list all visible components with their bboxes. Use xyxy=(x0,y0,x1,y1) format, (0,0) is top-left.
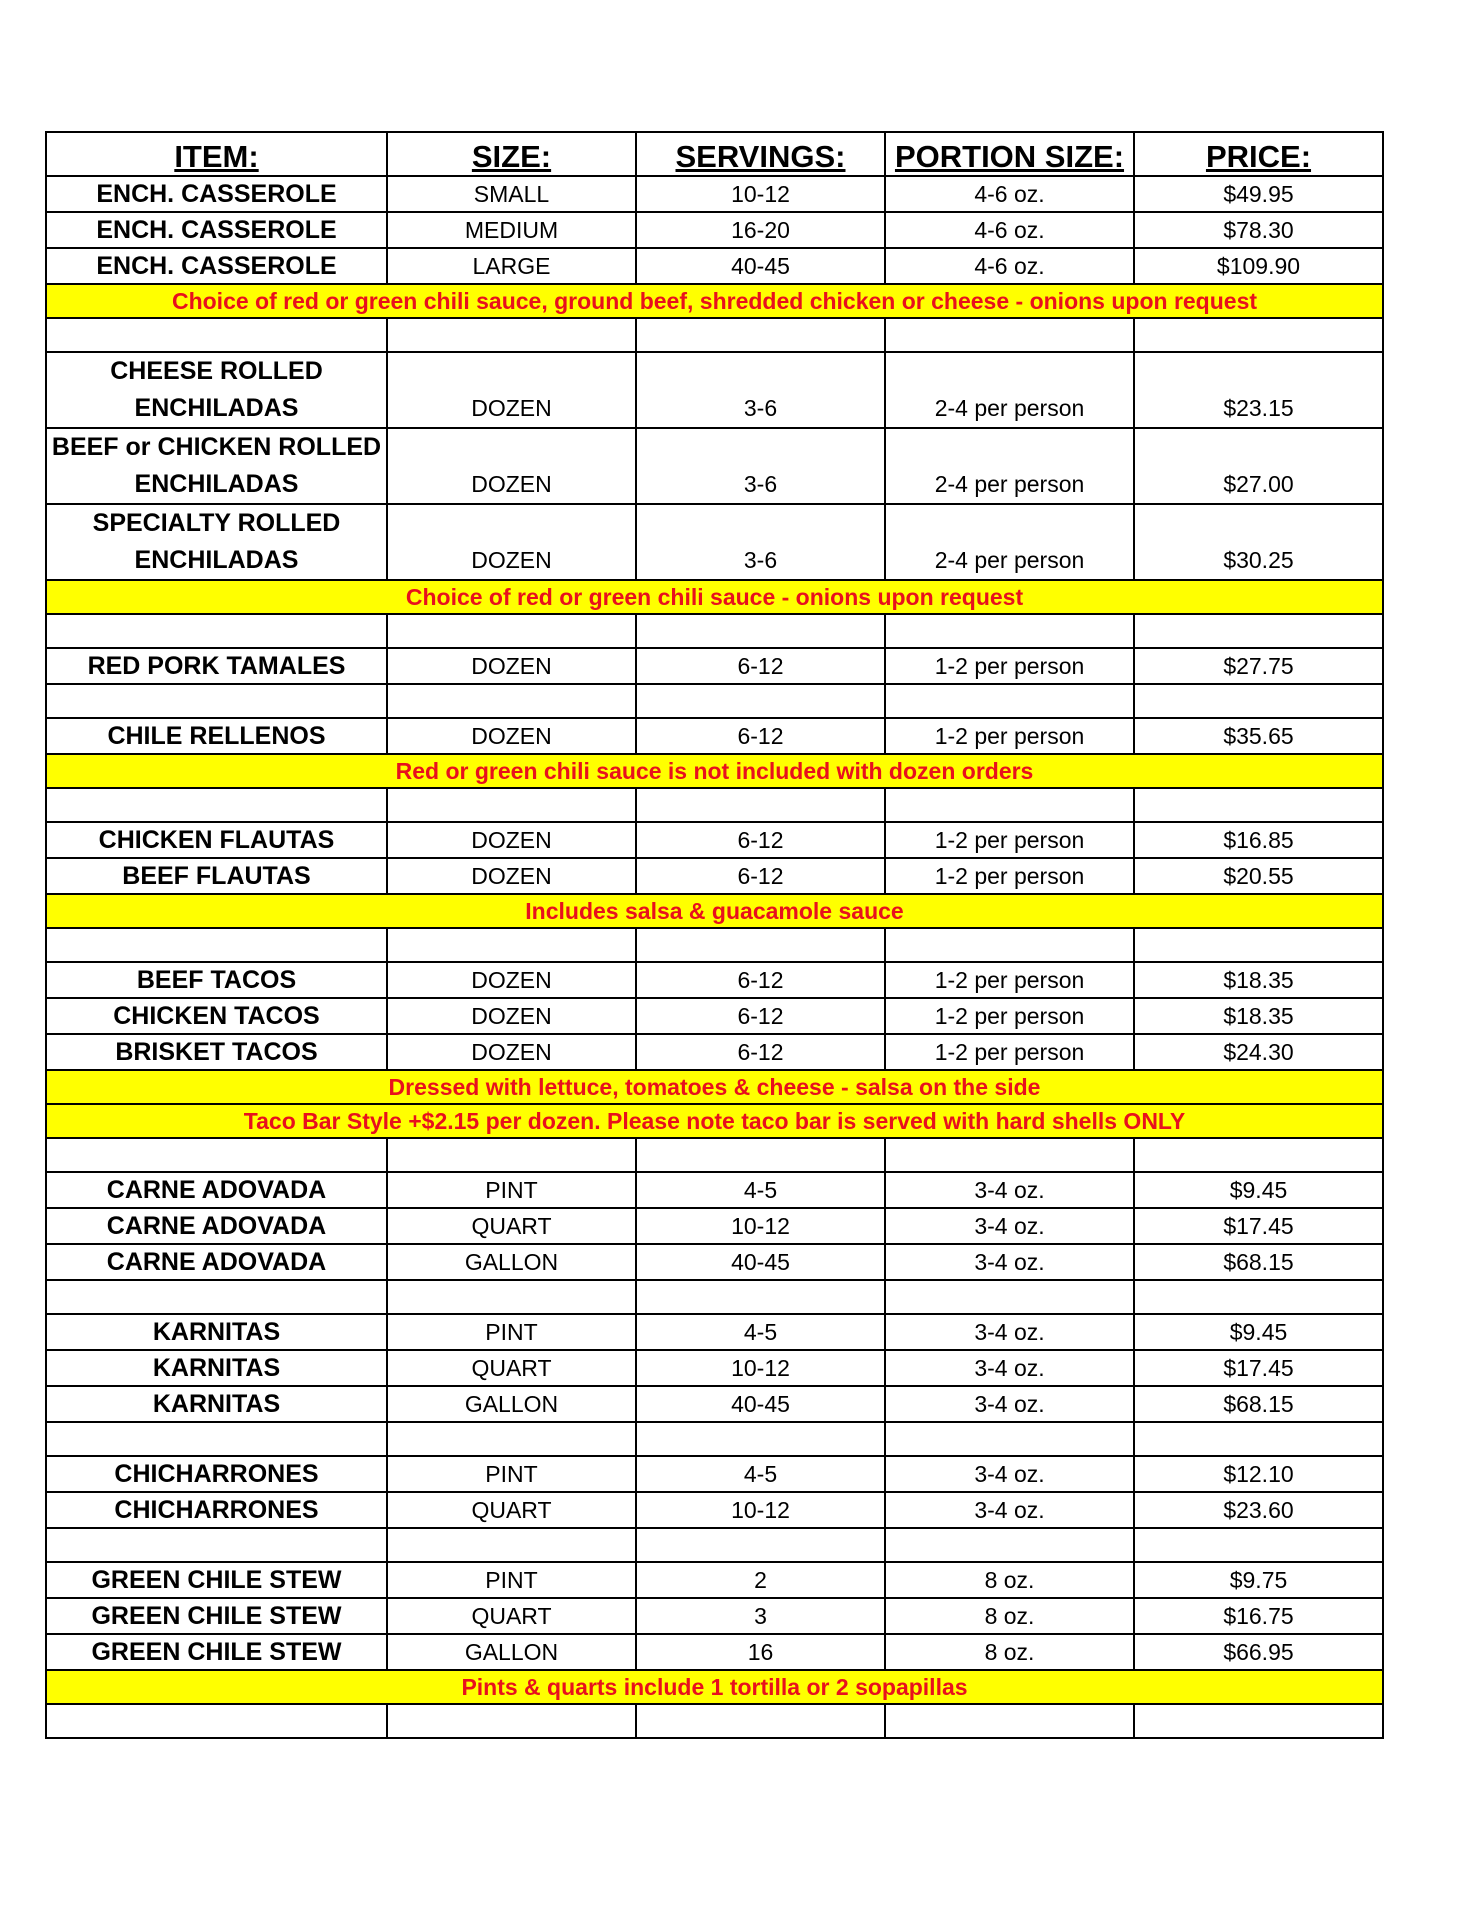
portion-cell: 4-6 oz. xyxy=(885,212,1134,248)
price-cell: $68.15 xyxy=(1134,1386,1383,1422)
note-row xyxy=(46,754,1383,788)
table-row xyxy=(46,1634,1383,1670)
item-name: ENCH. CASSEROLE xyxy=(46,248,387,284)
servings-cell: 3-6 xyxy=(636,504,885,580)
empty-cell xyxy=(885,1704,1134,1738)
item-name: ENCH. CASSEROLE xyxy=(46,176,387,212)
price-cell: $20.55 xyxy=(1134,858,1383,894)
size-cell: PINT xyxy=(387,1314,636,1350)
spacer-row xyxy=(46,788,1383,822)
portion-cell: 8 oz. xyxy=(885,1634,1134,1670)
size-cell: LARGE xyxy=(387,248,636,284)
table-row xyxy=(46,1208,1383,1244)
servings-cell: 6-12 xyxy=(636,1034,885,1070)
empty-cell xyxy=(46,318,387,352)
price-cell: $23.60 xyxy=(1134,1492,1383,1528)
portion-cell: 3-4 oz. xyxy=(885,1208,1134,1244)
empty-cell xyxy=(46,614,387,648)
empty-cell xyxy=(46,684,387,718)
size-cell: PINT xyxy=(387,1172,636,1208)
table-row xyxy=(46,352,1383,428)
item-name: CHICHARRONES xyxy=(46,1492,387,1528)
servings-cell: 10-12 xyxy=(636,176,885,212)
empty-cell xyxy=(387,788,636,822)
portion-cell: 1-2 per person xyxy=(885,718,1134,754)
item-name: GREEN CHILE STEW xyxy=(46,1562,387,1598)
size-cell: QUART xyxy=(387,1492,636,1528)
note-text: Includes salsa & guacamole sauce xyxy=(46,894,1383,928)
servings-cell: 6-12 xyxy=(636,998,885,1034)
size-cell: SMALL xyxy=(387,176,636,212)
note-text: Dressed with lettuce, tomatoes & cheese - salsa on the side xyxy=(46,1070,1383,1104)
price-cell: $17.45 xyxy=(1134,1208,1383,1244)
portion-cell: 1-2 per person xyxy=(885,998,1134,1034)
price-cell: $16.75 xyxy=(1134,1598,1383,1634)
size-cell: QUART xyxy=(387,1598,636,1634)
item-name-line2: ENCHILADAS xyxy=(134,394,299,422)
spacer-row xyxy=(46,1422,1383,1456)
servings-cell: 2 xyxy=(636,1562,885,1598)
note-text: Choice of red or green chili sauce - onions upon request xyxy=(46,580,1383,614)
item-name-line1: SPECIALTY ROLLED xyxy=(92,509,341,537)
price-cell: $18.35 xyxy=(1134,998,1383,1034)
empty-cell xyxy=(885,614,1134,648)
empty-cell xyxy=(1134,614,1383,648)
item-name: CARNE ADOVADA xyxy=(46,1172,387,1208)
item-name: CARNE ADOVADA xyxy=(46,1244,387,1280)
spacer-row xyxy=(46,614,1383,648)
empty-cell xyxy=(387,1138,636,1172)
portion-cell: 2-4 per person xyxy=(885,504,1134,580)
empty-cell xyxy=(387,928,636,962)
spacer-row xyxy=(46,928,1383,962)
size-cell: DOZEN xyxy=(387,352,636,428)
item-name: KARNITAS xyxy=(46,1314,387,1350)
empty-cell xyxy=(387,1280,636,1314)
price-cell: $78.30 xyxy=(1134,212,1383,248)
empty-cell xyxy=(1134,928,1383,962)
header-row xyxy=(46,132,1383,176)
table-row xyxy=(46,1314,1383,1350)
item-name: CHICKEN FLAUTAS xyxy=(46,822,387,858)
empty-cell xyxy=(885,788,1134,822)
empty-cell xyxy=(46,788,387,822)
price-cell: $9.45 xyxy=(1134,1172,1383,1208)
table-row xyxy=(46,1386,1383,1422)
price-cell: $16.85 xyxy=(1134,822,1383,858)
portion-cell: 1-2 per person xyxy=(885,648,1134,684)
portion-cell: 3-4 oz. xyxy=(885,1314,1134,1350)
empty-cell xyxy=(46,1422,387,1456)
size-cell: DOZEN xyxy=(387,962,636,998)
table-row xyxy=(46,248,1383,284)
item-name: GREEN CHILE STEW xyxy=(46,1598,387,1634)
table-row xyxy=(46,1350,1383,1386)
empty-cell xyxy=(387,318,636,352)
price-cell: $24.30 xyxy=(1134,1034,1383,1070)
empty-cell xyxy=(387,684,636,718)
empty-cell xyxy=(885,1138,1134,1172)
spacer-row xyxy=(46,1138,1383,1172)
price-cell: $9.45 xyxy=(1134,1314,1383,1350)
table-row xyxy=(46,212,1383,248)
empty-cell xyxy=(46,1280,387,1314)
item-name-line1: CHEESE ROLLED xyxy=(110,357,323,385)
item-name: CHILE RELLENOS xyxy=(46,718,387,754)
servings-cell: 4-5 xyxy=(636,1172,885,1208)
empty-cell xyxy=(387,1422,636,1456)
servings-cell: 3-6 xyxy=(636,428,885,504)
price-cell: $109.90 xyxy=(1134,248,1383,284)
price-cell: $35.65 xyxy=(1134,718,1383,754)
servings-cell: 10-12 xyxy=(636,1350,885,1386)
menu-body xyxy=(46,176,1383,1738)
header-item: ITEM: xyxy=(46,132,387,176)
size-cell: DOZEN xyxy=(387,998,636,1034)
table-row xyxy=(46,962,1383,998)
item-name: CHICHARRONES xyxy=(46,1456,387,1492)
empty-cell xyxy=(46,1138,387,1172)
servings-cell: 10-12 xyxy=(636,1208,885,1244)
price-cell: $9.75 xyxy=(1134,1562,1383,1598)
empty-cell xyxy=(636,1138,885,1172)
item-name-line2: ENCHILADAS xyxy=(134,546,299,574)
item-name: CARNE ADOVADA xyxy=(46,1208,387,1244)
servings-cell: 40-45 xyxy=(636,1386,885,1422)
portion-cell: 4-6 oz. xyxy=(885,248,1134,284)
portion-cell: 2-4 per person xyxy=(885,428,1134,504)
size-cell: DOZEN xyxy=(387,858,636,894)
empty-cell xyxy=(636,788,885,822)
empty-cell xyxy=(1134,788,1383,822)
servings-cell: 6-12 xyxy=(636,962,885,998)
size-cell: DOZEN xyxy=(387,718,636,754)
spacer-row xyxy=(46,1280,1383,1314)
empty-cell xyxy=(387,1704,636,1738)
empty-cell xyxy=(1134,1422,1383,1456)
note-row xyxy=(46,284,1383,318)
table-row xyxy=(46,428,1383,504)
header-portion-size: PORTION SIZE: xyxy=(885,132,1134,176)
size-cell: DOZEN xyxy=(387,504,636,580)
empty-cell xyxy=(1134,1528,1383,1562)
portion-cell: 3-4 oz. xyxy=(885,1172,1134,1208)
size-cell: DOZEN xyxy=(387,822,636,858)
size-cell: PINT xyxy=(387,1456,636,1492)
spacer-row xyxy=(46,1528,1383,1562)
empty-cell xyxy=(636,684,885,718)
empty-cell xyxy=(1134,1138,1383,1172)
portion-cell: 3-4 oz. xyxy=(885,1386,1134,1422)
size-cell: QUART xyxy=(387,1208,636,1244)
item-name: RED PORK TAMALES xyxy=(46,648,387,684)
size-cell: DOZEN xyxy=(387,1034,636,1070)
table-row xyxy=(46,1562,1383,1598)
empty-cell xyxy=(885,1280,1134,1314)
empty-cell xyxy=(636,1280,885,1314)
price-cell: $30.25 xyxy=(1134,504,1383,580)
empty-cell xyxy=(1134,1280,1383,1314)
table-row xyxy=(46,648,1383,684)
servings-cell: 6-12 xyxy=(636,648,885,684)
price-cell: $17.45 xyxy=(1134,1350,1383,1386)
item-name: CHICKEN TACOS xyxy=(46,998,387,1034)
portion-cell: 3-4 oz. xyxy=(885,1456,1134,1492)
portion-cell: 3-4 oz. xyxy=(885,1492,1134,1528)
empty-cell xyxy=(636,614,885,648)
spacer-row xyxy=(46,684,1383,718)
spacer-row xyxy=(46,1704,1383,1738)
size-cell: GALLON xyxy=(387,1386,636,1422)
item-name-line2: ENCHILADAS xyxy=(134,470,299,498)
empty-cell xyxy=(46,1528,387,1562)
note-row xyxy=(46,1670,1383,1704)
portion-cell: 2-4 per person xyxy=(885,352,1134,428)
empty-cell xyxy=(636,1422,885,1456)
table-row xyxy=(46,176,1383,212)
header-servings: SERVINGS: xyxy=(636,132,885,176)
table-row xyxy=(46,1598,1383,1634)
servings-cell: 4-5 xyxy=(636,1314,885,1350)
empty-cell xyxy=(46,1704,387,1738)
portion-cell: 1-2 per person xyxy=(885,822,1134,858)
servings-cell: 6-12 xyxy=(636,858,885,894)
price-cell: $23.15 xyxy=(1134,352,1383,428)
empty-cell xyxy=(636,318,885,352)
note-text: Choice of red or green chili sauce, ground beef, shredded chicken or cheese - onions upon request xyxy=(46,284,1383,318)
size-cell: DOZEN xyxy=(387,428,636,504)
table-row xyxy=(46,504,1383,580)
empty-cell xyxy=(1134,1704,1383,1738)
note-row xyxy=(46,580,1383,614)
table-row xyxy=(46,1456,1383,1492)
servings-cell: 40-45 xyxy=(636,1244,885,1280)
portion-cell: 1-2 per person xyxy=(885,858,1134,894)
item-name xyxy=(46,428,387,504)
table-row xyxy=(46,1244,1383,1280)
table-row xyxy=(46,998,1383,1034)
servings-cell: 40-45 xyxy=(636,248,885,284)
servings-cell: 3-6 xyxy=(636,352,885,428)
servings-cell: 16 xyxy=(636,1634,885,1670)
price-cell: $27.00 xyxy=(1134,428,1383,504)
empty-cell xyxy=(1134,684,1383,718)
empty-cell xyxy=(387,614,636,648)
empty-cell xyxy=(636,1704,885,1738)
size-cell: MEDIUM xyxy=(387,212,636,248)
size-cell: GALLON xyxy=(387,1634,636,1670)
servings-cell: 6-12 xyxy=(636,718,885,754)
table-row xyxy=(46,822,1383,858)
portion-cell: 8 oz. xyxy=(885,1562,1134,1598)
header-price: PRICE: xyxy=(1134,132,1383,176)
item-name: ENCH. CASSEROLE xyxy=(46,212,387,248)
item-name: KARNITAS xyxy=(46,1386,387,1422)
note-row xyxy=(46,1070,1383,1104)
spacer-row xyxy=(46,318,1383,352)
item-name: GREEN CHILE STEW xyxy=(46,1634,387,1670)
empty-cell xyxy=(885,928,1134,962)
item-name-line1: BEEF or CHICKEN ROLLED xyxy=(51,433,382,461)
item-name: BEEF FLAUTAS xyxy=(46,858,387,894)
price-cell: $68.15 xyxy=(1134,1244,1383,1280)
portion-cell: 1-2 per person xyxy=(885,1034,1134,1070)
size-cell: DOZEN xyxy=(387,648,636,684)
table-row xyxy=(46,1492,1383,1528)
empty-cell xyxy=(885,1422,1134,1456)
table-row xyxy=(46,858,1383,894)
item-name: KARNITAS xyxy=(46,1350,387,1386)
header-size: SIZE: xyxy=(387,132,636,176)
note-text: Red or green chili sauce is not included with dozen orders xyxy=(46,754,1383,788)
empty-cell xyxy=(1134,318,1383,352)
price-cell: $27.75 xyxy=(1134,648,1383,684)
portion-cell: 3-4 oz. xyxy=(885,1350,1134,1386)
item-name: BRISKET TACOS xyxy=(46,1034,387,1070)
empty-cell xyxy=(885,318,1134,352)
portion-cell: 4-6 oz. xyxy=(885,176,1134,212)
size-cell: GALLON xyxy=(387,1244,636,1280)
price-cell: $12.10 xyxy=(1134,1456,1383,1492)
servings-cell: 10-12 xyxy=(636,1492,885,1528)
size-cell: QUART xyxy=(387,1350,636,1386)
empty-cell xyxy=(885,684,1134,718)
menu-price-table xyxy=(45,131,1384,1739)
portion-cell: 3-4 oz. xyxy=(885,1244,1134,1280)
portion-cell: 1-2 per person xyxy=(885,962,1134,998)
price-cell: $49.95 xyxy=(1134,176,1383,212)
table-row xyxy=(46,1172,1383,1208)
note-row xyxy=(46,894,1383,928)
size-cell: PINT xyxy=(387,1562,636,1598)
empty-cell xyxy=(636,928,885,962)
empty-cell xyxy=(387,1528,636,1562)
empty-cell xyxy=(636,1528,885,1562)
item-name: BEEF TACOS xyxy=(46,962,387,998)
price-cell: $18.35 xyxy=(1134,962,1383,998)
servings-cell: 4-5 xyxy=(636,1456,885,1492)
table-row xyxy=(46,718,1383,754)
servings-cell: 3 xyxy=(636,1598,885,1634)
servings-cell: 16-20 xyxy=(636,212,885,248)
note-row xyxy=(46,1104,1383,1138)
empty-cell xyxy=(46,928,387,962)
servings-cell: 6-12 xyxy=(636,822,885,858)
item-name xyxy=(46,504,387,580)
note-text: Taco Bar Style +$2.15 per dozen. Please note taco bar is served with hard shells ONLY xyxy=(46,1104,1383,1138)
table-row xyxy=(46,1034,1383,1070)
item-name xyxy=(46,352,387,428)
portion-cell: 8 oz. xyxy=(885,1598,1134,1634)
price-cell: $66.95 xyxy=(1134,1634,1383,1670)
note-text: Pints & quarts include 1 tortilla or 2 sopapillas xyxy=(46,1670,1383,1704)
empty-cell xyxy=(885,1528,1134,1562)
